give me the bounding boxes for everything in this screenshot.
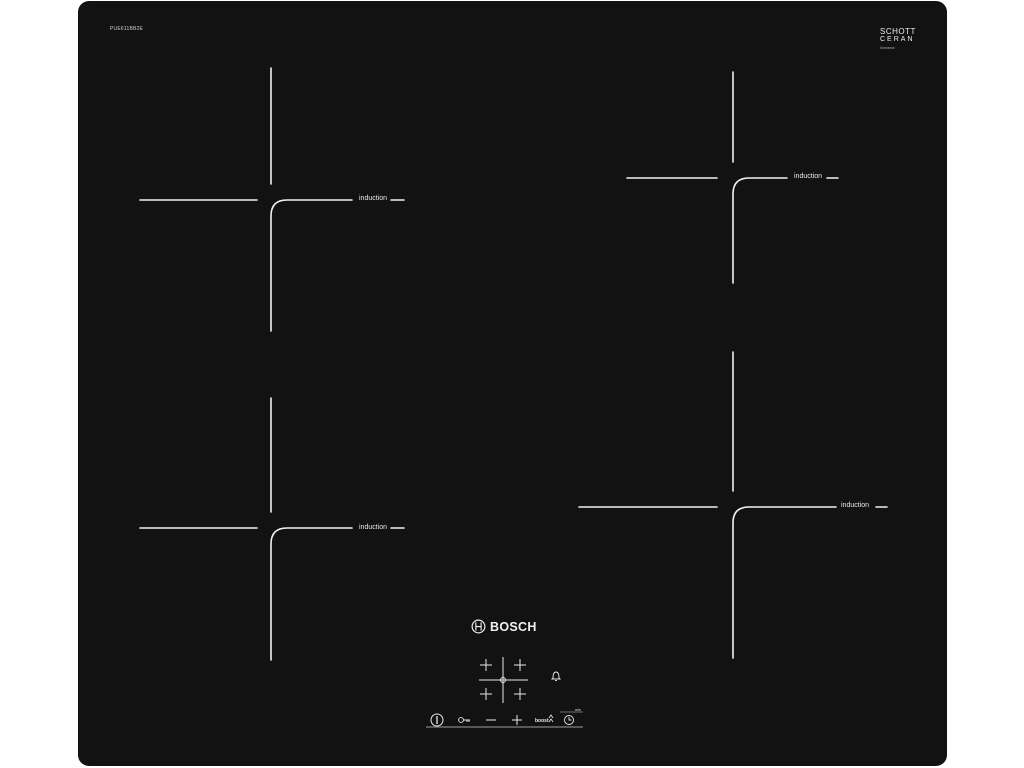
bosch-brand <box>471 619 537 634</box>
bosch-wordmark: BOSCH <box>490 619 537 634</box>
plus-icon <box>512 715 522 725</box>
schott-logo-line1: SCHOTT <box>880 27 916 36</box>
zone-tr-corner <box>733 178 787 283</box>
key-lock-icon <box>459 718 464 723</box>
zone-bl-corner <box>271 528 352 660</box>
schott-logo-line3: Xxxxxxxx <box>880 46 895 50</box>
zone-tr-label: induction <box>794 173 823 180</box>
model-code: PUE611BB2E <box>110 26 144 32</box>
bell-icon[interactable] <box>552 672 560 681</box>
boost-label: boost <box>535 718 549 724</box>
timer-hint: min <box>575 708 581 712</box>
boost-button[interactable] <box>535 715 553 724</box>
zone-tl-corner <box>271 200 352 331</box>
timer-button[interactable] <box>565 716 574 725</box>
bosch-logo-icon <box>471 619 486 634</box>
plus-button[interactable] <box>512 715 522 725</box>
child-lock-button[interactable] <box>459 718 470 723</box>
schott-logo-line2: CERAN <box>880 36 915 43</box>
boost-icon <box>549 715 553 722</box>
zone-tl-label: induction <box>359 195 388 202</box>
zone-br-label: induction <box>841 502 870 509</box>
zone-br-corner <box>733 507 836 658</box>
zone-selector-icon[interactable] <box>479 657 528 703</box>
power-button[interactable] <box>431 714 443 726</box>
zone-bl-label: induction <box>359 524 388 531</box>
